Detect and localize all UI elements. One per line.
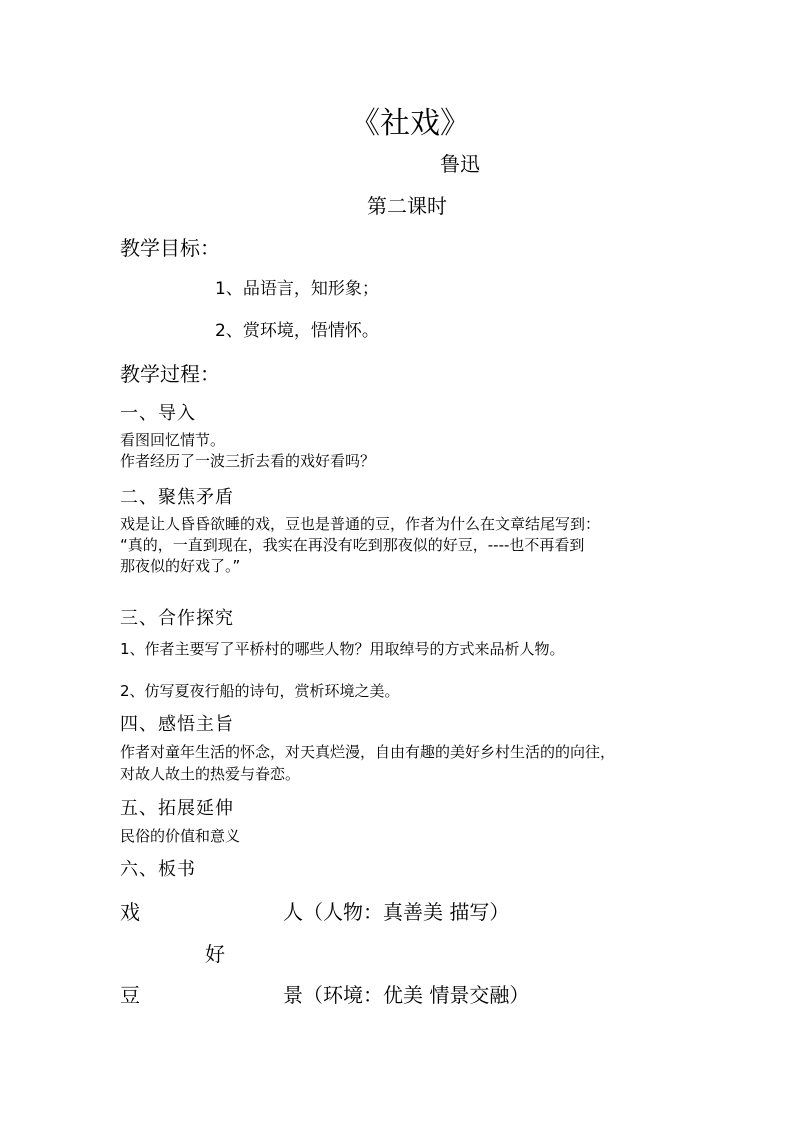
objective-item-1: 1、品语言，知形象；: [215, 279, 379, 299]
section-5-line-1: 民俗的价值和意义: [120, 827, 241, 845]
section-1-line-2: 作者经历了一波三折去看的戏好看吗？: [120, 452, 376, 470]
section-1-line-1: 看图回忆情节。: [120, 431, 226, 449]
board-middle: 好: [205, 942, 225, 966]
section-3-heading: 三、合作探究: [120, 608, 234, 629]
board-right-bottom: 景（环境：优美 情景交融）: [283, 983, 530, 1007]
board-right-top: 人（人物：真善美 描写）: [283, 900, 510, 924]
board-left-top: 戏: [120, 900, 140, 924]
section-4-line-2: 对故人故土的热爱与眷恋。: [120, 765, 301, 783]
section-3-line-2: 2、仿写夏夜行船的诗句，赏析环境之美。: [120, 682, 400, 700]
section-4-heading: 四、感悟主旨: [120, 714, 234, 735]
document-title: 《社戏》: [350, 106, 470, 141]
board-left-bottom: 豆: [120, 983, 140, 1007]
author-name: 鲁迅: [440, 152, 480, 176]
section-3-line-1: 1、作者主要写了平桥村的哪些人物？用取绰号的方式来品析人物。: [120, 640, 565, 658]
section-4-line-1: 作者对童年生活的怀念，对天真烂漫，自由有趣的美好乡村生活的的向往，: [120, 743, 616, 761]
process-heading: 教学过程：: [120, 362, 220, 386]
objectives-heading: 教学目标：: [120, 236, 220, 260]
section-2-heading: 二、聚焦矛盾: [120, 487, 234, 508]
objective-item-2: 2、赏环境，悟情怀。: [215, 321, 379, 341]
section-2-line-2: “真的，一直到现在，我实在再没有吃到那夜似的好豆，----也不再看到: [120, 536, 585, 554]
lesson-label: 第二课时: [367, 194, 447, 218]
section-2-line-3: 那夜似的好戏了。”: [120, 557, 241, 575]
section-1-heading: 一、导入: [120, 403, 196, 424]
section-2-line-1: 戏是让人昏昏欲睡的戏，豆也是普通的豆，作者为什么在文章结尾写到：: [120, 515, 601, 533]
section-6-heading: 六、板书: [120, 859, 196, 880]
section-5-heading: 五、拓展延伸: [120, 798, 234, 819]
